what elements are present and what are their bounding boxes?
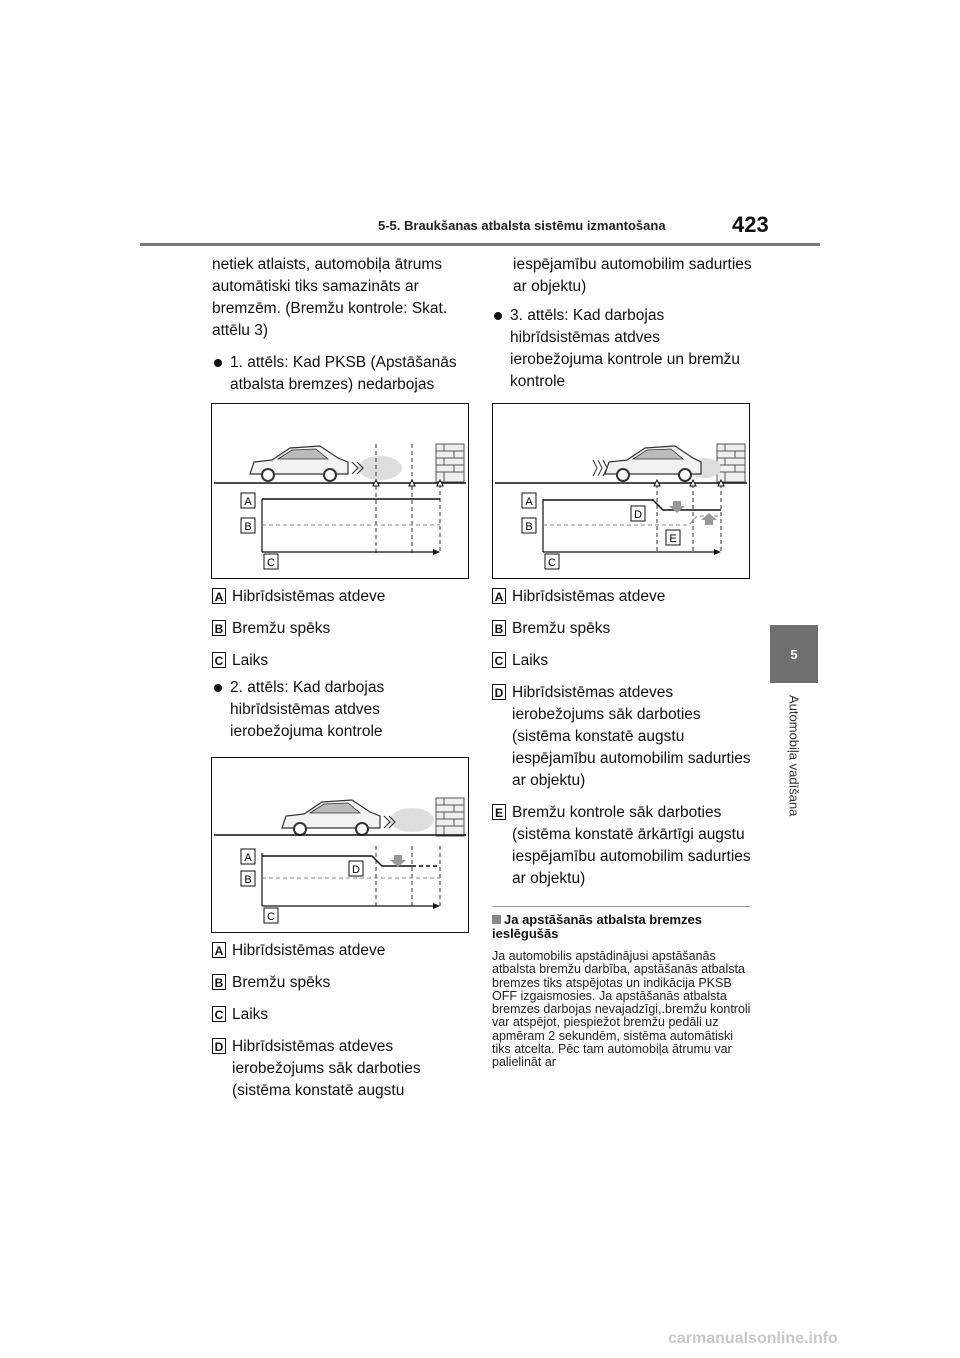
legend-item: A Hibrīdsistēmas atdeve xyxy=(492,586,752,608)
watermark: carmanualsonline.info xyxy=(668,1330,838,1347)
fig2-label-a: A xyxy=(244,852,252,864)
wall-graphic xyxy=(436,798,464,836)
fig3-label-b: B xyxy=(525,521,533,533)
chapter-label: Automobiļa vadīšana xyxy=(786,695,802,817)
legend-item: C Laiks xyxy=(212,1004,467,1026)
legend-item: A Hibrīdsistēmas atdeve xyxy=(212,940,467,962)
car-graphic xyxy=(250,446,402,481)
fig3-caption: 3. attēls: Kad darbojas hibrīdsistēmas atdves ierobežojuma kontrole un bremžu kontrole xyxy=(492,305,752,393)
figure-3-diagram xyxy=(493,404,749,578)
note-divider xyxy=(492,906,750,907)
continuation-text: iespējamību automobilim sadurties ar objektu) xyxy=(513,256,752,295)
legend-item: A Hibrīdsistēmas atdeve xyxy=(212,586,467,608)
figure-1 xyxy=(211,403,469,579)
note-body: Ja automobilis apstādinājusi apstāšanās atbalsta bremžu darbība, apstāšanās atbalsta bremzes tiks atspējotas un indikācija PKSB OFF izgaismosies. Ja apstāšanās atbalsta bremzes darbojas nevajadzīgi,.bremžu kontroli var atspējot, piespiežot bremžu pedāli uz apmēram 2 sekundēm, sistēma automātiski tiks atcelta. Pēc tam automobiļa ātrumu var palielināt ar xyxy=(492,949,751,1070)
fig2-label-b: B xyxy=(244,874,252,886)
fig3-label-c: C xyxy=(548,557,556,569)
figure-1-diagram xyxy=(212,404,468,578)
fig2-caption: 2. attēls: Kad darbojas hibrīdsistēmas atdves ierobežojuma kontrole xyxy=(212,677,467,743)
fig1-label-b: B xyxy=(244,521,252,533)
figure-3 xyxy=(492,403,750,579)
figure-2 xyxy=(211,757,469,933)
right-top-block xyxy=(492,254,752,393)
page-number: 423 xyxy=(732,212,769,237)
legend-item: B Bremžu spēks xyxy=(212,618,467,640)
fig2-caption-block xyxy=(212,677,467,743)
fig1-label-a: A xyxy=(244,496,252,508)
intro-paragraph: netiek atlaists, automobiļa ātrums automātiski tiks samazināts ar bremzēm. (Bremžu kontrole: Skat. attēlu 3) xyxy=(212,256,448,339)
section-title: 5-5. Braukšanas atbalsta sistēmu izmantošana xyxy=(378,218,666,233)
fig3-label-e: E xyxy=(669,533,677,545)
car-graphic xyxy=(282,800,434,835)
legend-item: B Bremžu spēks xyxy=(212,972,467,994)
legend-item: E Bremžu kontrole sāk darboties (sistēma konstatē ārkārtīgi augstu iespējamību automobilim sadurties ar objektu) xyxy=(492,802,752,890)
fig3-label-a: A xyxy=(525,496,533,508)
header-rule xyxy=(140,243,820,246)
fig3-label-d: D xyxy=(634,509,642,521)
note-title: Ja apstāšanās atbalsta bremzes ieslēgušās xyxy=(492,912,702,941)
fig3-legend xyxy=(492,586,752,900)
wall-graphic xyxy=(436,444,464,482)
left-intro-block xyxy=(212,254,472,396)
legend-item: C Laiks xyxy=(492,650,752,672)
legend-item: C Laiks xyxy=(212,650,467,672)
wall-graphic xyxy=(717,444,745,482)
fig2-label-c: C xyxy=(267,911,275,923)
legend-item: B Bremžu spēks xyxy=(492,618,752,640)
legend-item: D Hibrīdsistēmas atdeves ierobežojums sāk darboties (sistēma konstatē augstu iespējamību automobilim sadurties ar objektu) xyxy=(492,682,752,792)
figure-2-diagram xyxy=(212,758,468,932)
chapter-number: 5 xyxy=(790,646,798,662)
fig2-label-d: D xyxy=(352,864,360,876)
car-graphic xyxy=(593,446,721,481)
fig1-caption: 1. attēls: Kad PKSB (Apstāšanās atbalsta bremzes) nedarbojas xyxy=(212,352,472,396)
chapter-tab xyxy=(770,625,818,683)
fig2-legend xyxy=(212,940,467,1112)
fig1-label-c: C xyxy=(267,557,275,569)
fig1-legend xyxy=(212,586,467,682)
note-square-icon xyxy=(492,915,501,924)
legend-item: D Hibrīdsistēmas atdeves ierobežojums sāk darboties (sistēma konstatē augstu xyxy=(212,1036,467,1102)
